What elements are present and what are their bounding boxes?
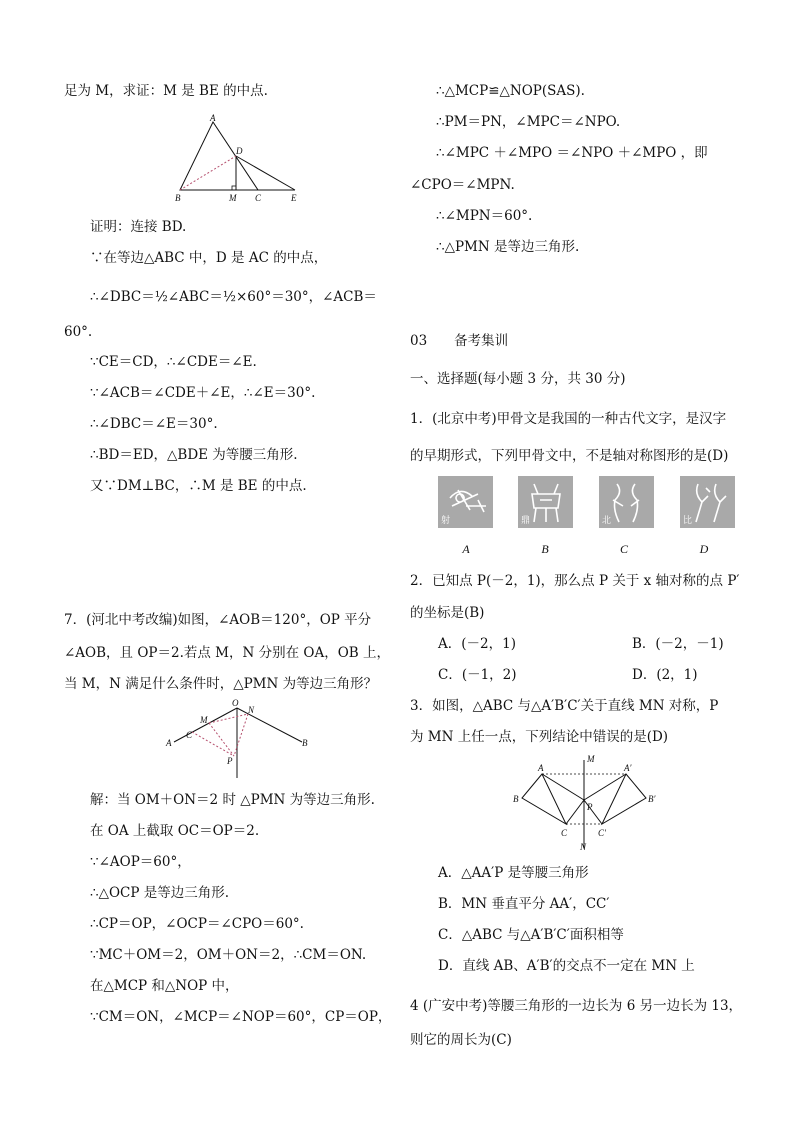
glyph-image-bi [680,476,735,528]
option-caption: B [541,542,549,556]
option-a: A．(－2，1) [438,636,516,652]
label-b: B [175,193,181,203]
figure-symmetric-triangles [508,752,668,852]
label-p: P [587,802,593,812]
text-line: ∠AOB，且 OP＝2.若点 M，N 分别在 OA，OB 上， [64,645,390,661]
label-m: M [587,754,595,764]
text-line: ∴∠MPC ＋∠MPO ＝∠NPO ＋∠MPO ，即 [436,145,708,161]
text-line: 3．如图，△ABC 与△A′B′C′关于直线 MN 对称，P [410,698,719,714]
text-line: 证明：连接 BD. [90,219,187,235]
text-line: ∴CP＝OP，∠OCP＝∠CPO＝60°. [90,916,304,932]
option-d: D．直线 AB、A′B′的交点不一定在 MN 上 [438,958,695,974]
label-a: A [210,113,216,123]
text-line: 60°. [64,324,93,340]
text-line: ∵∠ACB＝∠CDE＋∠E，∴∠E＝30°. [90,385,316,401]
label-c: C [186,730,193,740]
text-line: ∵∠AOP＝60°， [90,854,191,870]
label-m: M [229,193,237,203]
text-line: 在 OA 上截取 OC＝OP＝2. [90,823,260,839]
label-b: B [302,738,308,748]
label-p: P [227,756,233,766]
option-d: D．(2，1) [632,667,698,683]
text-line: ∵CM＝ON，∠MCP＝∠NOP＝60°，CP＝OP， [90,1009,392,1025]
text-line: ∴△PMN 是等边三角形. [436,239,580,255]
text-line: ∴∠DBC＝∠E＝30°. [90,416,218,432]
text-line: 则它的周长为(C) [410,1032,512,1048]
text-line: 又∵DM⊥BC，∴M 是 BE 的中点. [90,478,307,494]
label-c: C [561,828,568,838]
label-a: A [538,763,544,773]
text-line: ∵CE＝CD，∴∠CDE＝∠E. [90,354,257,370]
option-c: C．(－1，2) [438,667,517,683]
text-line: ∴BD＝ED，△BDE 为等腰三角形. [90,447,298,463]
text-line: 1．(北京中考)甲骨文是我国的一种古代文字，是汉字 [410,411,727,427]
glyph-label: 鼎 [521,516,531,526]
label-b: B [513,794,519,804]
section-heading: 03 备考集训 [410,333,509,349]
label-d: D [236,146,243,156]
label-n: N [580,842,587,852]
text-line: ∠CPO＝∠MPN. [410,177,515,193]
label-n: N [248,705,255,715]
glyph-label: 射 [441,516,451,526]
option-caption: D [699,542,709,556]
text-line: ∴∠MPN＝60°. [436,208,533,224]
label-a: A [166,738,172,748]
glyph-image-bei [599,476,654,528]
section-subheading: 一、选择题(每小题 3 分，共 30 分) [410,371,626,387]
label-a-prime: A′ [624,763,632,773]
option-b: B．(－2，－1) [632,636,724,652]
text-line: ∵MC＋OM＝2，OM＋ON＝2，∴CM＝ON. [90,947,367,963]
label-m: M [200,715,208,725]
text-line: 7．(河北中考改编)如图，∠AOB＝120°，OP 平分 [64,612,372,628]
text-line: ∴△OCP 是等边三角形. [90,885,230,901]
text-line: 的早期形式，下列甲骨文中，不是轴对称图形的是(D) [410,448,729,464]
glyph-label: 比 [683,516,693,526]
text-line: ∴PM＝PN，∠MPC＝∠NPO. [436,114,621,130]
text-line: 2．已知点 P(－2，1)，那么点 P 关于 x 轴对称的点 P′ [410,573,740,589]
figure-angle-aob [162,698,322,780]
glyph-label: 北 [602,516,612,526]
option-b: B．MN 垂直平分 AA′，CC′ [438,896,610,912]
text-line: ∵在等边△ABC 中，D 是 AC 的中点， [90,250,328,266]
option-a: A．△AA′P 是等腰三角形 [438,865,589,881]
text-line: 的坐标是(B) [410,605,485,621]
option-caption: C [619,542,628,556]
label-o: O [232,698,239,708]
text-line: ∴△MCP≌△NOP(SAS). [436,83,585,99]
text-line: 当 M，N 满足什么条件时，△PMN 为等边三角形？ [64,676,378,692]
text-line: 4 (广安中考)等腰三角形的一边长为 6 另一边长为 13， [410,998,743,1014]
label-c: C [255,193,262,203]
option-caption: A [462,542,470,556]
label-e: E [291,193,297,203]
text-line: 足为 M，求证：M 是 BE 的中点. [64,83,268,99]
option-c: C．△ABC 与△A′B′C′面积相等 [438,927,624,943]
glyph-image-she [438,476,493,528]
text-line: 解：当 OM＋ON＝2 时 △PMN 为等边三角形. [90,792,375,808]
figure-equilateral-triangle [170,112,305,207]
text-line: ∴∠DBC＝½∠ABC＝½×60°＝30°，∠ACB＝ [90,289,377,305]
label-b-prime: B′ [648,794,656,804]
text-line: 在△MCP 和△NOP 中， [90,978,239,994]
text-line: 为 MN 上任一点，下列结论中错误的是(D) [410,729,669,745]
label-c-prime: C′ [598,828,606,838]
glyph-image-ding [518,476,573,528]
